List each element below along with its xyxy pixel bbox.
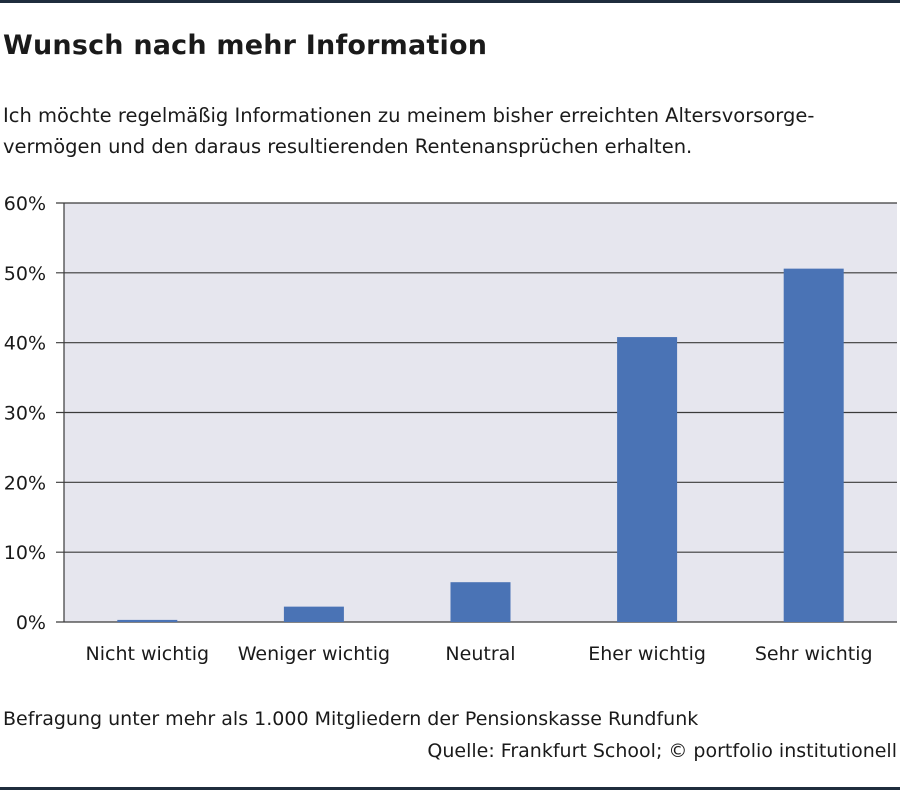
y-tick-label: 60% — [3, 193, 46, 215]
x-tick-label: Weniger wichtig — [237, 643, 391, 665]
subtitle-line-2: vermögen und den daraus resultierenden Rentenansprüchen erhalten. — [3, 135, 693, 158]
x-tick-label: Neutral — [445, 643, 516, 665]
top-rule — [0, 0, 900, 3]
x-tick-label: Eher wichtig — [588, 643, 706, 665]
survey-note: Befragung unter mehr als 1.000 Mitgliedern der Pensionskasse Rundfunk — [3, 708, 699, 730]
source-credit: Quelle: Frankfurt School; © portfolio institutionell — [427, 740, 897, 762]
bar — [117, 620, 177, 622]
x-tick-label: Sehr wichtig — [754, 643, 873, 665]
y-tick-label: 10% — [3, 542, 46, 565]
bar — [617, 337, 677, 622]
bar-chart — [0, 185, 900, 685]
y-tick-label: 40% — [3, 332, 46, 355]
chart-subtitle — [3, 100, 895, 162]
chart-title: Wunsch nach mehr Information — [3, 30, 488, 61]
bar — [284, 607, 344, 622]
y-tick-label: 50% — [3, 262, 46, 285]
bar — [784, 269, 844, 622]
y-tick-label: 30% — [3, 402, 46, 425]
y-tick-label: 20% — [3, 472, 46, 495]
y-tick-label: 0% — [15, 612, 46, 634]
x-tick-label: Nicht wichtig — [85, 643, 210, 665]
subtitle-line-1: Ich möchte regelmäßig Informationen zu meinem bisher erreichten Altersvorsorge- — [3, 104, 815, 127]
bar — [451, 582, 511, 622]
